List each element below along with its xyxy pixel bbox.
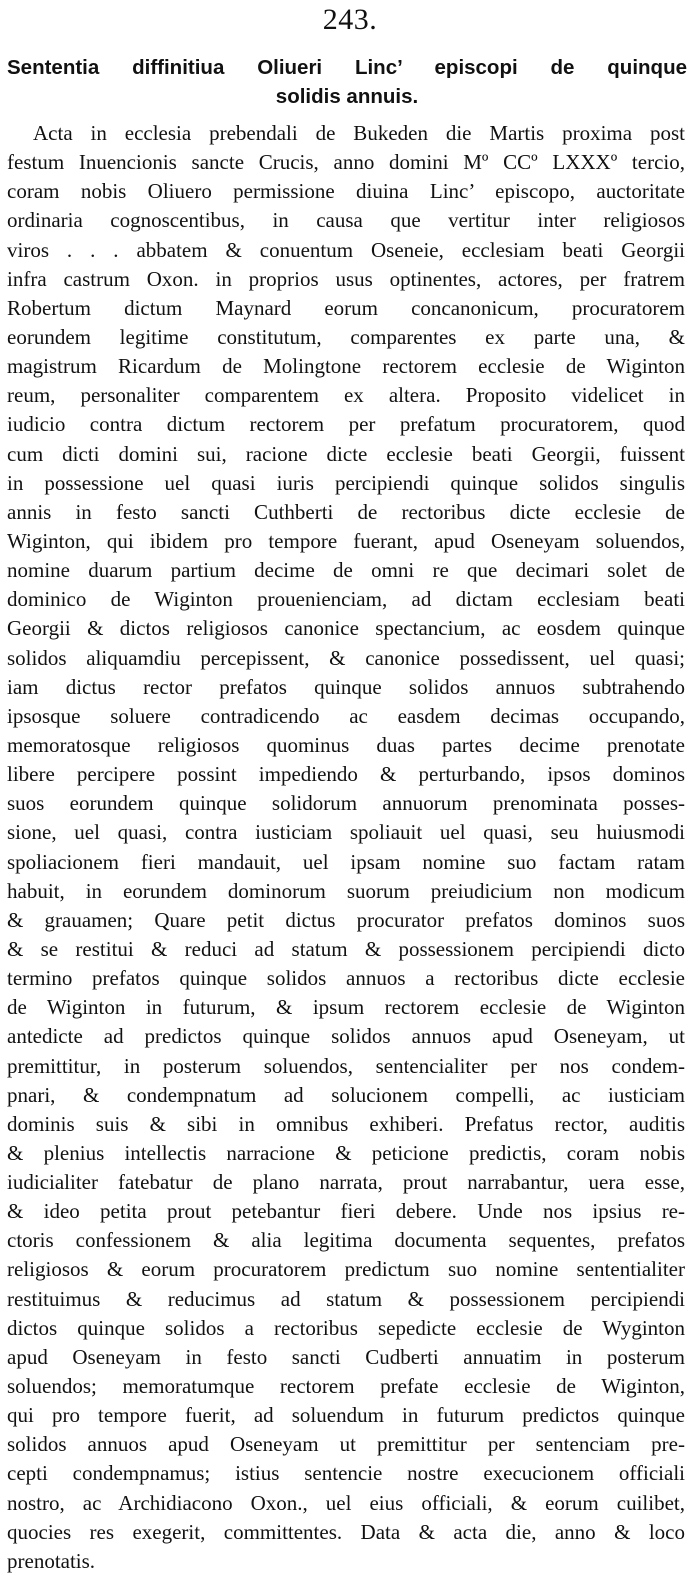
text-line: dominico de Wiginton prouenienciam, ad dictam ecclesiam beati — [7, 587, 685, 612]
text-line: Wiginton, qui ibidem pro tempore fuerant, apud Oseneyam soluendos, — [7, 528, 685, 553]
text-line: spoliacionem fieri mandauit, uel ipsam nomine suo factam ratam — [7, 849, 685, 874]
text-line: infra castrum Oxon. in proprios usus optinentes, actores, per fratrem — [7, 266, 685, 291]
text-line: solidos aliquamdiu percepissent, & canonice possedissent, uel quasi; — [7, 645, 685, 670]
text-line: Robertum dictum Maynard eorum concanonicum, procuratorem — [7, 295, 685, 320]
text-line: antedicte ad predictos quinque solidos annuos apud Oseneyam, ut — [7, 1024, 685, 1049]
text-line: nomine duarum partium decime de omni re que decimari solet de — [7, 558, 685, 583]
text-line: cepti condempnamus; istius sentencie nostre execucionem officiali — [7, 1461, 685, 1486]
body-text — [7, 119, 685, 1576]
text-line: memoratosque religiosos quominus duas partes decime prenotate — [7, 732, 685, 757]
text-line: in possessione uel quasi iuris percipiendi quinque solidos singulis — [7, 470, 685, 495]
text-line: & se restitui & reduci ad statum & possessionem percipiendi dicto — [7, 936, 685, 961]
text-line: apud Oseneyam in festo sancti Cudberti annuatim in posterum — [7, 1344, 685, 1369]
text-line: suos eorundem quinque solidorum annuorum prenominata posses- — [7, 791, 685, 816]
text-line: dominis suis & sibi in omnibus exhiberi. Prefatus rector, auditis — [7, 1111, 685, 1136]
section-heading — [7, 53, 687, 111]
text-line: ctoris confessionem & alia legitima documenta sequentes, prefatos — [7, 1228, 685, 1253]
text-line: eorundem legitime constitutum, comparentes ex parte una, & — [7, 324, 685, 349]
text-line: habuit, in eorundem dominorum suorum preiudicium non modicum — [7, 878, 685, 903]
text-line: & plenius intellectis narracione & peticione predictis, coram nobis — [7, 1140, 685, 1165]
text-line: termino prefatos quinque solidos annuos a rectoribus dicte ecclesie — [7, 966, 685, 991]
text-line: annis in festo sancti Cuthberti de rectoribus dicte ecclesie de — [7, 499, 685, 524]
text-line: libere percipere possint impediendo & perturbando, ipsos dominos — [7, 762, 685, 787]
heading-line: Sententia diffinitiua Oliueri Linc’ episcopi de quinque — [7, 56, 687, 79]
page-number: 243. — [322, 3, 378, 36]
text-line: & grauamen; Quare petit dictus procurator prefatos dominos suos — [7, 907, 685, 932]
text-line: magistrum Ricardum de Molingtone rectorem ecclesie de Wiginton — [7, 354, 685, 379]
text-line: Georgii & dictos religiosos canonice spectancium, ac eosdem quinque — [7, 616, 685, 641]
text-line: viros . . . abbatem & conuentum Oseneie, ecclesiam beati Georgii — [7, 237, 685, 262]
text-line: prenotatis. — [7, 1548, 96, 1573]
text-line: dictos quinque solidos a rectoribus sepedicte ecclesie de Wyginton — [7, 1315, 685, 1340]
text-line: Acta in ecclesia prebendali de Bukeden die Martis proxima post — [33, 121, 685, 145]
text-line: iudicialiter fatebatur de plano narrata, prout narrabantur, uera esse, — [7, 1170, 685, 1195]
text-line: quocies res exegerit, committentes. Data & acta die, anno & loco — [7, 1519, 685, 1544]
text-line: soluendos; memoratumque rectorem prefate ecclesie de Wiginton, — [7, 1374, 685, 1399]
text-line: festum Inuencionis sancte Crucis, anno domini Mº CCº LXXXº tercio, — [7, 150, 685, 175]
text-line: ipsosque soluere contradicendo ac easdem decimas occupando, — [7, 703, 685, 728]
text-line: pnari, & condempnatum ad solucionem compelli, ac iusticiam — [7, 1082, 685, 1107]
text-line: restituimus & reducimus ad statum & possessionem percipiendi — [7, 1286, 685, 1311]
text-line: qui pro tempore fuerit, ad soluendum in futurum predictos quinque — [7, 1403, 685, 1428]
text-line: reum, personaliter comparentem ex altera. Proposito videlicet in — [7, 383, 685, 408]
text-line: iudicio contra dictum rectorem per prefatum procuratorem, quod — [7, 412, 685, 437]
text-line: religiosos & eorum procuratorem predictum suo nomine sententialiter — [7, 1257, 685, 1282]
text-line: ordinaria cognoscentibus, in causa que vertitur inter religiosos — [7, 208, 685, 233]
text-line: & ideo petita prout petebantur fieri debere. Unde nos ipsius re- — [7, 1199, 685, 1224]
heading-line: solidis annuis. — [275, 85, 419, 108]
text-line: iam dictus rector prefatos quinque solidos annuos subtrahendo — [7, 674, 685, 699]
text-line: de Wiginton in futurum, & ipsum rectorem ecclesie de Wiginton — [7, 995, 685, 1020]
text-line: coram nobis Oliuero permissione diuina Linc’ episcopo, auctoritate — [7, 179, 685, 204]
text-line: premittitur, in posterum soluendos, sentencialiter per nos condem- — [7, 1053, 685, 1078]
text-line: nostro, ac Archidiacono Oxon., uel eius officiali, & eorum cuilibet, — [7, 1490, 685, 1515]
text-line: sione, uel quasi, contra iusticiam spoliauit uel quasi, seu huiusmodi — [7, 820, 685, 845]
text-line: solidos annuos apud Oseneyam ut premittitur per sentenciam pre- — [7, 1432, 685, 1457]
text-line: cum dicti domini sui, racione dicte ecclesie beati Georgii, fuissent — [7, 441, 685, 466]
